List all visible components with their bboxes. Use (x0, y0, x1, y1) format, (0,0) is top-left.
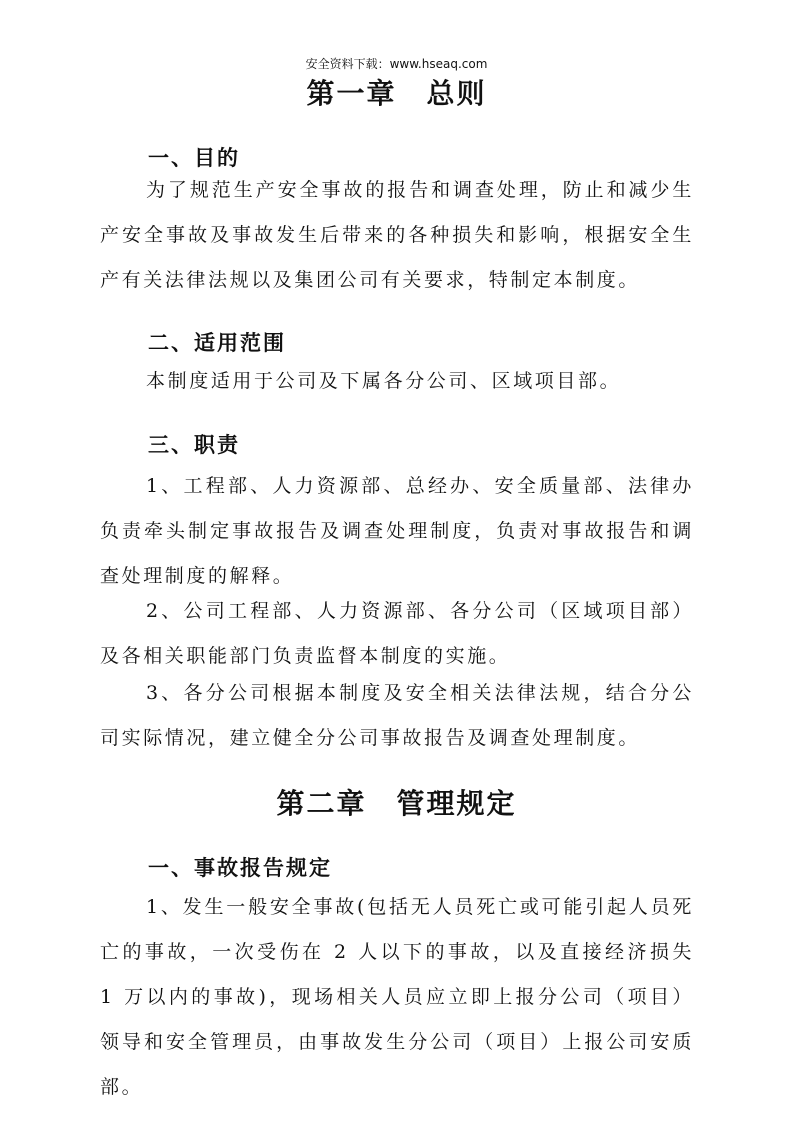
chapter-2-title: 第二章 管理规定 (276, 787, 517, 820)
reporting-item-1: 1、发生一般安全事故(包括无人员死亡或可能引起人员死亡的事故，一次受伤在 2 人以下的事故，以及直接经济损失 1 万以内的事故)，现场相关人员应立即上报分公司（项目）领导和安全管理员，由事故发生分公司（项目）上报公司安质部。 (100, 896, 694, 1098)
duties-item-2: 2、公司工程部、人力资源部、各分公司（区域项目部）及各相关职能部门负责监督本制度的实施。 (100, 600, 694, 667)
duties-item-3: 3、各分公司根据本制度及安全相关法律法规，结合分公司实际情况，建立健全分公司事故报告及调查处理制度。 (100, 682, 694, 749)
section-purpose-heading: 一、目的 (148, 145, 240, 170)
section-reporting-heading: 一、事故报告规定 (148, 855, 332, 880)
duties-item-1: 1、工程部、人力资源部、总经办、安全质量部、法律办负责牵头制定事故报告及调查处理制度，负责对事故报告和调查处理制度的解释。 (100, 475, 694, 587)
section-duties-heading: 三、职责 (148, 432, 240, 457)
page-header: 安全资料下载：www.hseaq.com (305, 57, 488, 71)
chapter-1-title: 第一章 总则 (306, 77, 487, 110)
section-scope-paragraph: 本制度适用于公司及下属各分公司、区域项目部。 (146, 370, 622, 392)
section-purpose-paragraph: 为了规范生产安全事故的报告和调查处理，防止和减少生产安全事故及事故发生后带来的各种损失和影响，根据安全生产有关法律法规以及集团公司有关要求，特制定本制度。 (100, 179, 694, 291)
section-scope-heading: 二、适用范围 (148, 330, 286, 355)
